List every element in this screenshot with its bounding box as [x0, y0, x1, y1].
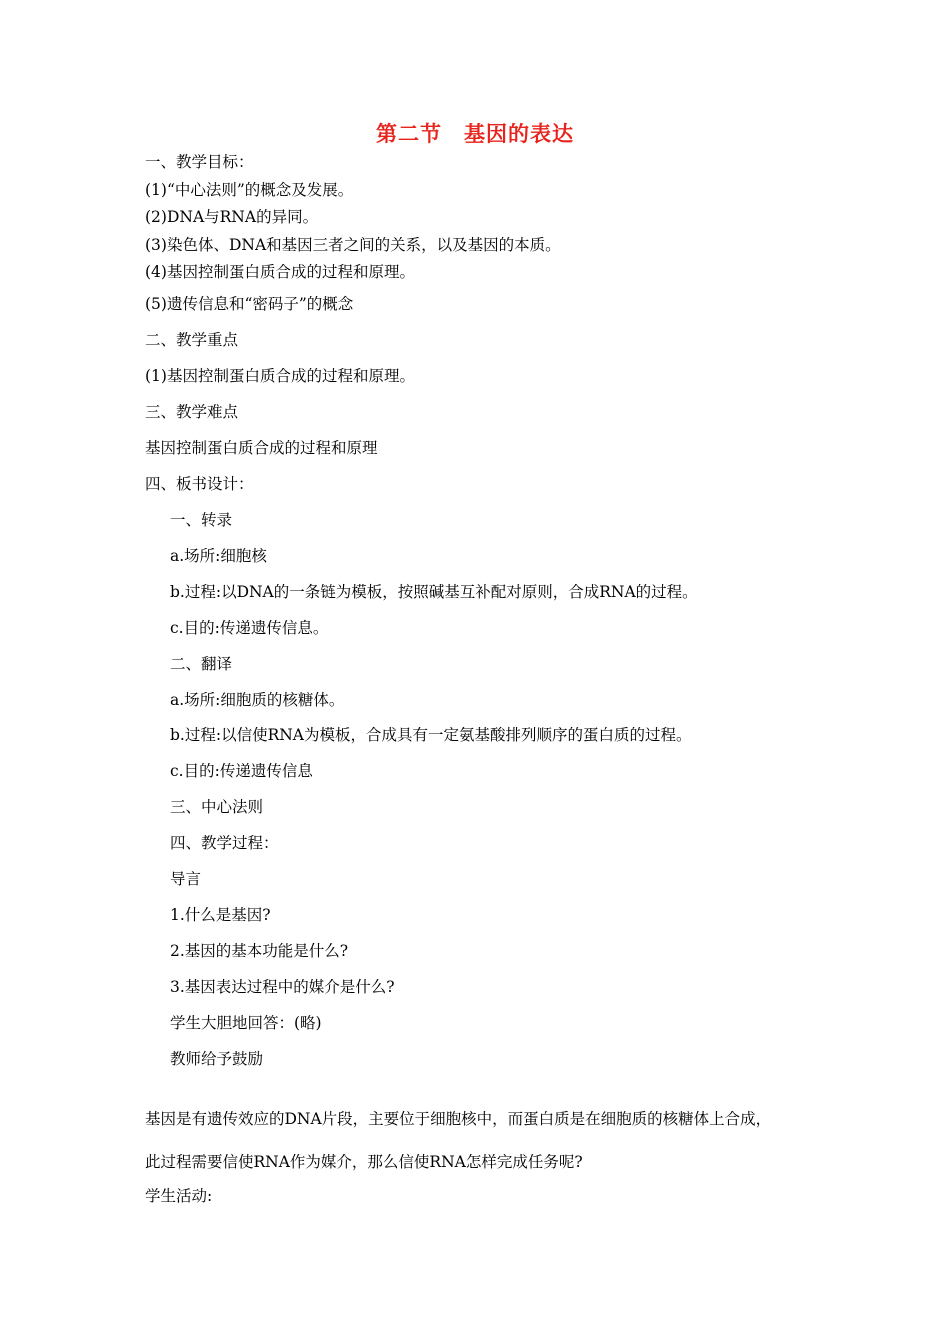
transcription-site: a.场所:细胞核 — [170, 547, 267, 565]
teacher-encouragement: 教师给予鼓励 — [170, 1050, 264, 1068]
heading-teaching-process: 四、教学过程： — [170, 834, 279, 852]
heading-teaching-goals: 一、教学目标： — [145, 153, 254, 171]
goal-item-2: (2)DNA与RNA的异同。 — [145, 208, 319, 226]
goal-item-3: (3)染色体、DNA和基因三者之间的关系，以及基因的本质。 — [145, 236, 561, 254]
board-central-dogma-heading: 三、中心法则 — [170, 798, 264, 816]
question-2: 2.基因的基本功能是什么? — [170, 942, 349, 960]
student-activity-label: 学生活动: — [145, 1187, 213, 1205]
heading-difficulties: 三、教学难点 — [145, 403, 239, 421]
key-point-item-1: (1)基因控制蛋白质合成的过程和原理。 — [145, 367, 415, 385]
goal-item-5: (5)遗传信息和“密码子”的概念 — [145, 295, 354, 313]
page-title: 第二节 基因的表达 — [376, 122, 574, 146]
difficulty-text: 基因控制蛋白质合成的过程和原理 — [145, 439, 378, 457]
student-answer: 学生大胆地回答：(略) — [170, 1014, 322, 1032]
goal-item-4: (4)基因控制蛋白质合成的过程和原理。 — [145, 263, 415, 281]
goal-item-1: (1)“中心法则”的概念及发展。 — [145, 181, 354, 199]
transcription-purpose: c.目的:传递遗传信息。 — [170, 619, 329, 637]
board-translation-heading: 二、翻译 — [170, 655, 233, 673]
transcription-process: b.过程:以DNA的一条链为模板，按照碱基互补配对原则，合成RNA的过程。 — [170, 583, 698, 601]
translation-process: b.过程:以信使RNA为模板，合成具有一定氨基酸排列顺序的蛋白质的过程。 — [170, 726, 692, 744]
board-transcription-heading: 一、转录 — [170, 511, 233, 529]
question-1: 1.什么是基因? — [170, 906, 271, 924]
heading-key-points: 二、教学重点 — [145, 331, 239, 349]
intro-label: 导言 — [170, 870, 202, 888]
heading-board-design: 四、板书设计： — [145, 475, 254, 493]
question-3: 3.基因表达过程中的媒介是什么? — [170, 978, 395, 996]
translation-site: a.场所:细胞质的核糖体。 — [170, 691, 345, 709]
paragraph-line-2: 此过程需要信使RNA作为媒介，那么信使RNA怎样完成任务呢? — [145, 1153, 583, 1171]
translation-purpose: c.目的:传递遗传信息 — [170, 762, 313, 780]
paragraph-line-1: 基因是有遗传效应的DNA片段，主要位于细胞核中，而蛋白质是在细胞质的核糖体上合成， — [145, 1110, 772, 1128]
